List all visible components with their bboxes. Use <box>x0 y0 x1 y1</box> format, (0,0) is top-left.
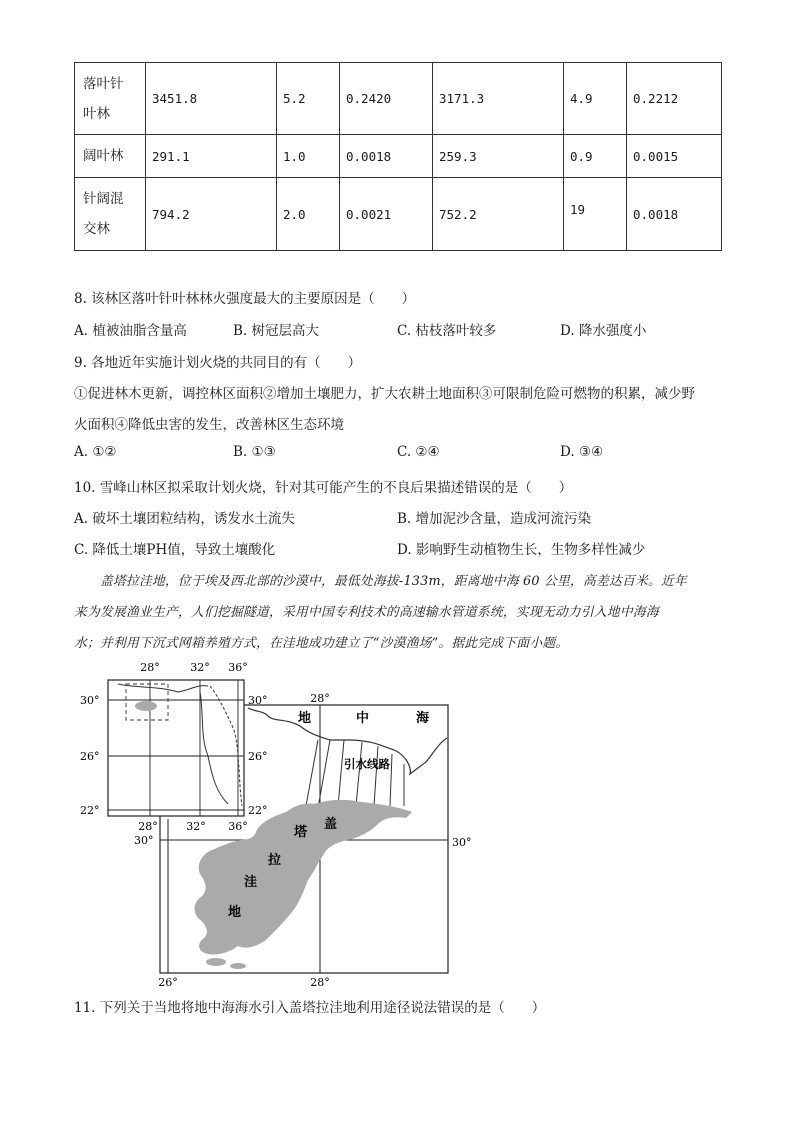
main-bottom-label: 26° <box>158 976 178 989</box>
forest-fire-table <box>74 62 722 251</box>
inset-right-label: 30° <box>248 694 268 707</box>
inset-top-label: 36° <box>228 661 248 674</box>
pipeline-line <box>306 740 318 806</box>
table-cell: 0.0015 <box>627 135 722 178</box>
q8-option-b: B. 树冠层高大 <box>233 323 320 339</box>
forest-type-cell: 针阔混 交林 <box>75 178 146 251</box>
table-row <box>75 178 722 251</box>
inset-bottom-label: 28° <box>138 820 158 833</box>
qattara-depression-map <box>78 656 472 992</box>
q10-option-d: D. 影响野生动植物生长，生物多样性减少 <box>397 542 646 558</box>
question-9-stem: 9. 各地近年实施计划火烧的共同目的有（ ） <box>74 355 362 371</box>
table-cell: 2.0 <box>277 178 340 251</box>
depression-label: 拉 <box>268 853 282 868</box>
question-8-stem: 8. 该林区落叶针叶林林火强度最大的主要原因是（ ） <box>74 291 416 307</box>
pipeline-line <box>390 754 392 806</box>
table-cell: 5.2 <box>277 63 340 135</box>
table-cell: 0.0021 <box>340 178 433 251</box>
table-cell: 259.3 <box>433 135 564 178</box>
inset-left-label: 22° <box>80 804 100 817</box>
inset-top-label: 28° <box>140 661 160 674</box>
main-left-label: 30° <box>134 834 154 847</box>
depression-label: 洼 <box>244 875 258 890</box>
table-row <box>75 135 722 178</box>
main-top-label: 28° <box>310 692 330 705</box>
inset-bottom-label: 36° <box>228 820 248 833</box>
table-cell: 4.9 <box>564 63 627 135</box>
sea-label: 地 <box>298 711 312 726</box>
question-11-stem: 11. 下列关于当地将地中海海水引入盖塔拉洼地利用途径说法错误的是（ ） <box>74 1000 546 1016</box>
q10-option-a: A. 破坏土壤团粒结构，诱发水土流失 <box>74 511 295 527</box>
q9-statements-line2: 火面积④降低虫害的发生，改善林区生态环境 <box>74 417 344 433</box>
q8-option-c: C. 枯枝落叶较多 <box>397 323 497 339</box>
q10-option-c: C. 降低土壤PH值，导致土壤酸化 <box>74 542 276 558</box>
forest-type-cell: 落叶针 叶林 <box>75 63 146 135</box>
depression-patch <box>260 832 296 844</box>
sea-label: 海 <box>416 711 430 726</box>
q8-option-a: A. 植被油脂含量高 <box>74 323 187 339</box>
q9-option-c: C. ②④ <box>397 444 440 460</box>
depression-patch <box>230 963 246 969</box>
sea-label: 中 <box>356 711 370 726</box>
table-cell: 0.0018 <box>627 178 722 251</box>
table-cell: 3171.3 <box>433 63 564 135</box>
question-10-stem: 10. 雪峰山林区拟采取计划火烧，针对其可能产生的不良后果描述错误的是（ ） <box>74 480 573 496</box>
depression-label: 盖 <box>324 817 338 832</box>
table-row <box>75 63 722 135</box>
q8-option-d: D. 降水强度小 <box>560 323 647 339</box>
q9-option-d: D. ③④ <box>560 444 604 460</box>
passage-line: 水；并利用下沉式网箱养殖方式，在洼地成功建立了“沙漠渔场”。据此完成下面小题。 <box>74 636 569 651</box>
pipeline-line <box>356 742 362 806</box>
q9-option-a: A. ①② <box>74 444 117 460</box>
table-cell: 19 <box>564 178 627 251</box>
main-right-label: 30° <box>452 836 472 849</box>
table-cell: 0.0018 <box>340 135 433 178</box>
table-cell: 0.9 <box>564 135 627 178</box>
inset-right-label: 26° <box>248 750 268 763</box>
passage-line: 盖塔拉洼地，位于埃及西北部的沙漠中，最低处海拔-133m，距离地中海 60 公里，高差达百米。近年 <box>100 574 687 589</box>
reading-passage <box>74 566 724 659</box>
pipeline-label: 引水线路 <box>344 757 390 771</box>
inset-left-label: 26° <box>80 750 100 763</box>
main-bottom-label: 28° <box>310 976 330 989</box>
table-cell: 1.0 <box>277 135 340 178</box>
pipeline-line <box>338 740 344 806</box>
table-cell: 794.2 <box>146 178 277 251</box>
depression-label: 塔 <box>294 825 308 840</box>
q9-option-b: B. ①③ <box>233 444 276 460</box>
table-cell: 291.1 <box>146 135 277 178</box>
passage-line: 来为发展渔业生产，人们挖掘隧道，采用中国专利技术的高速输水管道系统，实现无动力引入地中海海 <box>74 605 659 620</box>
q10-option-b: B. 增加泥沙含量，造成河流污染 <box>397 511 592 527</box>
depression-label: 地 <box>228 905 242 920</box>
inset-bottom-label: 32° <box>186 820 206 833</box>
qattara-depression-area <box>195 800 412 955</box>
table-cell: 0.2212 <box>627 63 722 135</box>
inset-depression <box>135 701 157 711</box>
q9-statements-line1: ①促进林木更新，调控林区面积②增加土壤肥力，扩大农耕土地面积③可限制危险可燃物的积累，减少野 <box>74 386 695 402</box>
inset-top-label: 32° <box>190 661 210 674</box>
inset-right-label: 22° <box>248 804 268 817</box>
forest-type-cell: 阔叶林 <box>75 135 146 178</box>
table-cell: 3451.8 <box>146 63 277 135</box>
table-cell: 0.2420 <box>340 63 433 135</box>
depression-patch <box>206 958 226 966</box>
pipeline-line <box>374 746 378 806</box>
inset-left-label: 30° <box>80 694 100 707</box>
table-cell: 752.2 <box>433 178 564 251</box>
